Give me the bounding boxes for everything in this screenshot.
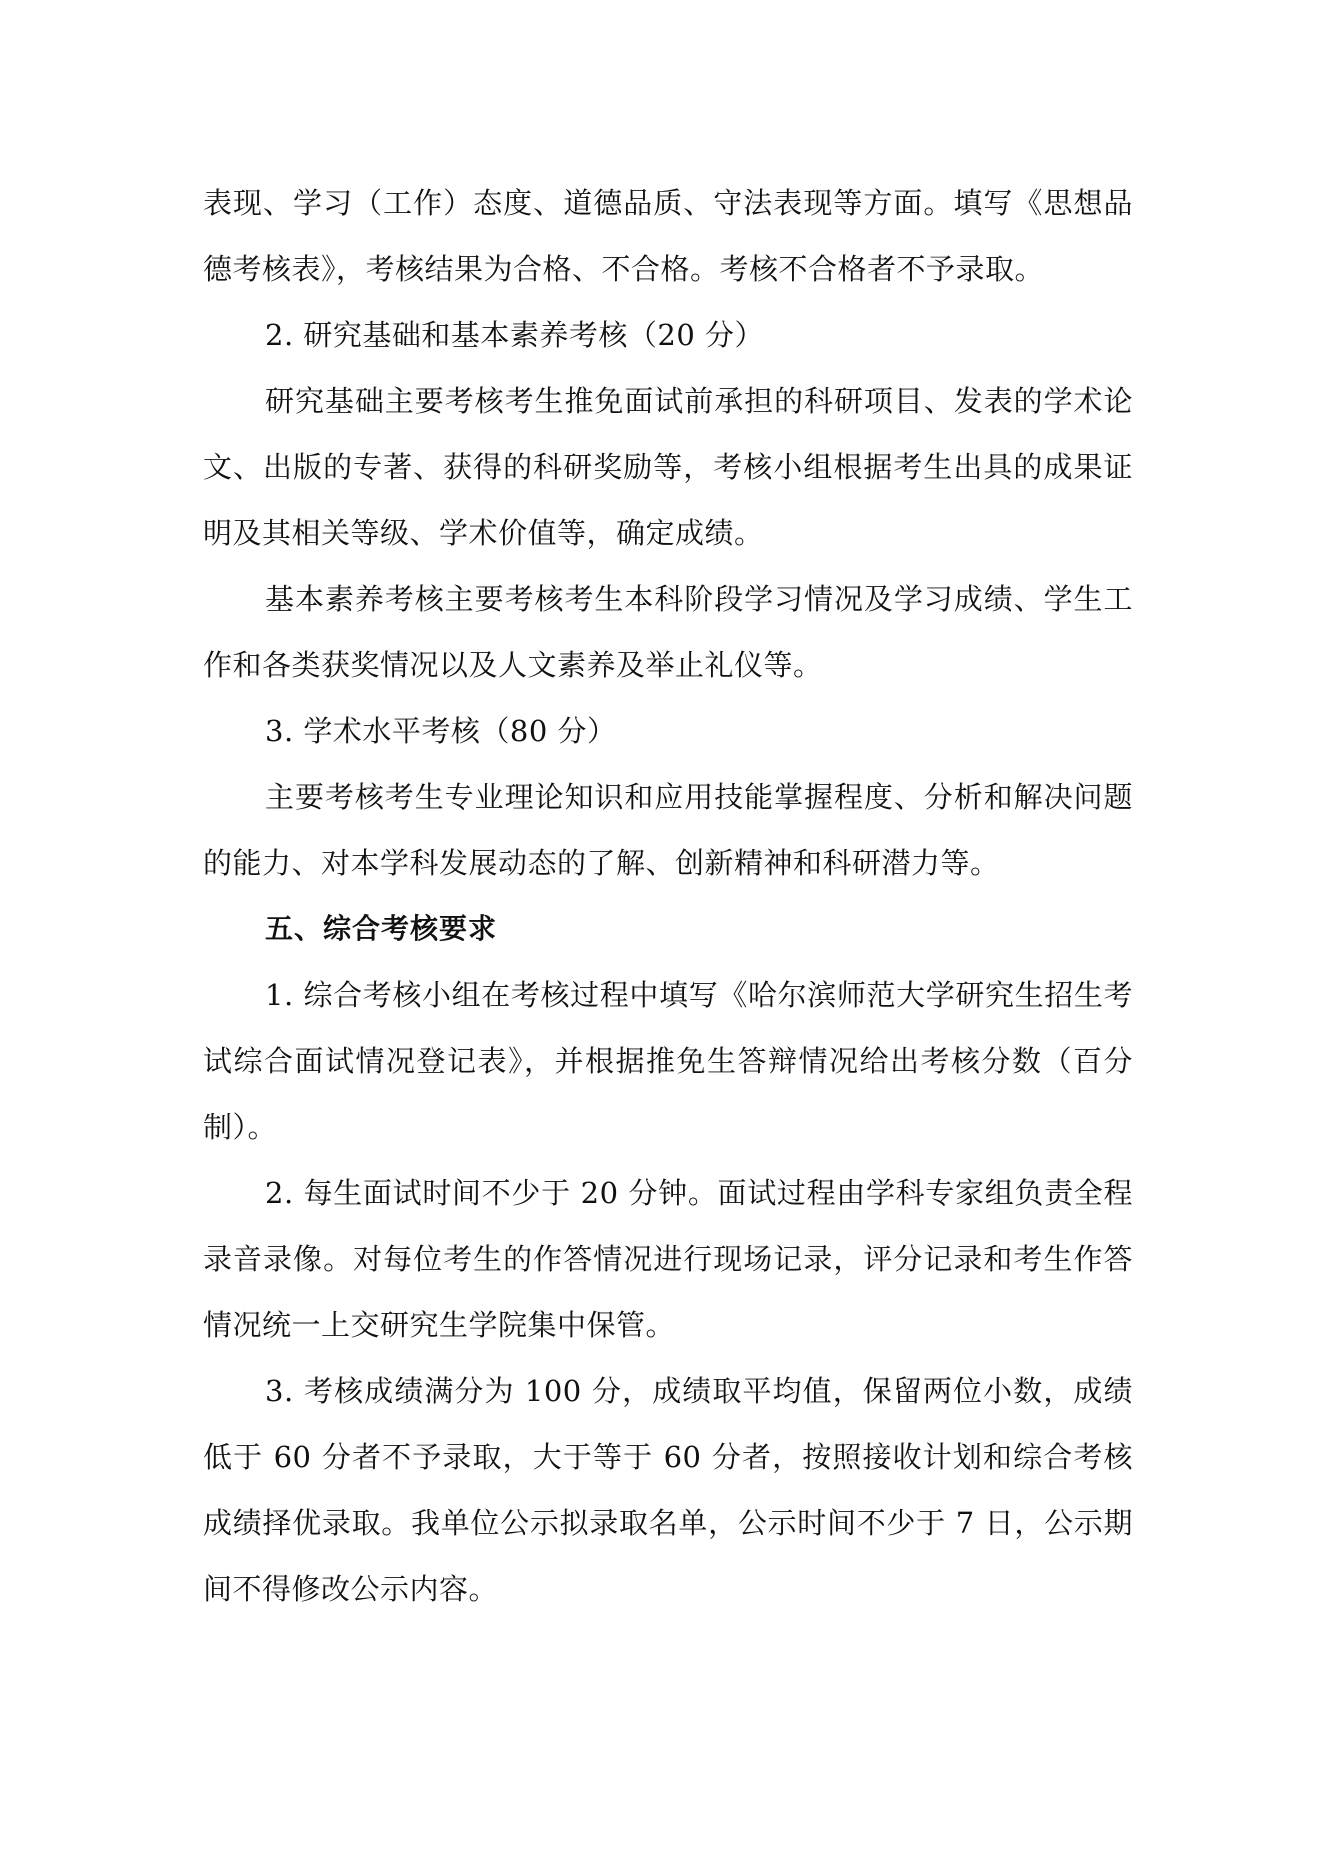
section-heading-academic-level: 3. 学术水平考核（80 分） [265, 714, 617, 748]
paragraph-requirement-1: 1. 综合考核小组在考核过程中填写《哈尔滨师范大学研究生招生考试综合面试情况登记表》，并根据推免生答辩情况给出考核分数（百分制）。 [203, 978, 1133, 1144]
paragraph-moral-assessment: 表现、学习（工作）态度、道德品质、守法表现等方面。填写《思想品德考核表》，考核结果为合格、不合格。考核不合格者不予录取。 [203, 186, 1133, 286]
section-heading-research-foundation: 2. 研究基础和基本素养考核（20 分） [265, 318, 765, 352]
paragraph-requirement-2: 2. 每生面试时间不少于 20 分钟。面试过程由学科专家组负责全程录音录像。对每位考生的作答情况进行现场记录，评分记录和考生作答情况统一上交研究生学院集中保管。 [203, 1176, 1133, 1342]
section-heading-comprehensive-requirements: 五、综合考核要求 [265, 912, 498, 945]
document-body [203, 170, 1133, 1622]
paragraph-academic-level: 主要考核考生专业理论知识和应用技能掌握程度、分析和解决问题的能力、对本学科发展动态的了解、创新精神和科研潜力等。 [203, 780, 1133, 880]
paragraph-basic-quality: 基本素养考核主要考核考生本科阶段学习情况及学习成绩、学生工作和各类获奖情况以及人文素养及举止礼仪等。 [203, 582, 1133, 682]
paragraph-research-foundation: 研究基础主要考核考生推免面试前承担的科研项目、发表的学术论文、出版的专著、获得的科研奖励等，考核小组根据考生出具的成果证明及其相关等级、学术价值等，确定成绩。 [203, 384, 1133, 550]
paragraph-requirement-3: 3. 考核成绩满分为 100 分，成绩取平均值，保留两位小数，成绩低于 60 分者不予录取，大于等于 60 分者，按照接收计划和综合考核成绩择优录取。我单位公示拟录取名单，公示时间不少于 7 日，公示期间不得修改公示内容。 [203, 1374, 1133, 1606]
